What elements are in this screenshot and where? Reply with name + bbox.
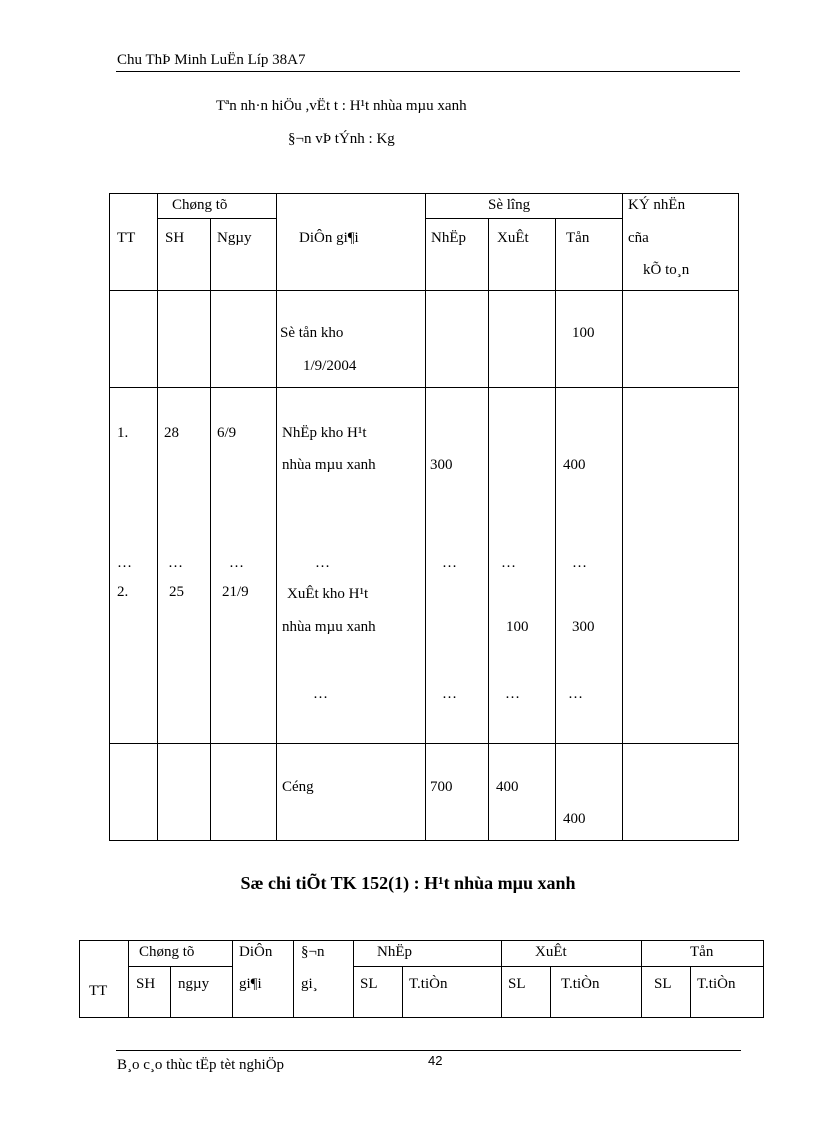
ellipsis: … [313,686,328,702]
page-number: 42 [428,1053,443,1068]
opening-desc-2: 1/9/2004 [303,358,357,374]
ledger-title: Sæ chi tiÕt TK 152(1) : H¹t nhùa mµu xanh [240,873,576,893]
row1-tt: 1. [117,425,129,441]
header-so-luong-cell [426,194,623,219]
t2-xuat-ttien: T.tiÒn [561,976,600,992]
header-tt-cell [110,194,158,291]
table-row-opening [110,291,739,388]
footer-rule [116,1050,741,1051]
t2-xuat-sl: SL [508,976,526,992]
ellipsis: … [117,555,132,571]
unit-line: §¬n vÞ tÝnh : Kg [288,131,395,147]
footer-text: B¸o c¸o thùc tËp tèt nghiÖp [117,1057,285,1073]
ellipsis: … [572,555,587,571]
stock-card-table [109,193,739,841]
t2-ngay: ngµy [178,976,210,992]
header-dien-giai: DiÔn gi¶i [299,230,359,246]
header-sh: SH [165,230,185,246]
t2-sh: SH [136,976,156,992]
row1-ngay: 6/9 [217,425,237,441]
ellipsis: … [505,686,520,702]
t2-dien-2: gi¶i [239,976,262,992]
ellipsis: … [229,555,244,571]
header-sh-cell [158,219,211,291]
ellipsis: … [568,686,583,702]
header-ky-nhan-2: cña [628,230,649,246]
row2-ngay: 21/9 [222,584,249,600]
header-tt: TT [117,230,136,246]
t2-dien-1: DiÔn [239,944,273,960]
header-xuat-cell [489,219,556,291]
t2-xuat: XuÊt [535,944,567,960]
header-ton: Tån [566,230,590,246]
t2-nhap: NhËp [377,944,412,960]
header-chung-to: Chøng tõ [172,197,228,213]
row2-tt: 2. [117,584,129,600]
header-dien-giai-cell [277,194,426,291]
material-name-line: Tªn nh·n hiÖu ,vËt t : H¹t nhùa mµu xanh [216,98,467,114]
table-row-total [110,744,739,841]
row1-desc-2: nhùa mµu xanh [282,457,376,473]
table-row-transactions [110,388,739,744]
header-so-luong: Sè lîng [488,197,531,213]
total-nhap: 700 [430,779,453,795]
opening-desc-1: Sè tån kho [280,325,344,341]
ledger-table [79,940,764,1018]
row1-nhap: 300 [430,457,453,473]
t2-don-2: gi¸ [301,976,318,992]
header-nhap-cell [426,219,489,291]
t2-chung-to: Chøng tõ [139,944,195,960]
total-ton: 400 [563,811,586,827]
header-ngay-cell [211,219,277,291]
header-xuat: XuÊt [497,230,529,246]
header-author-class: Chu ThÞ Minh LuËn Líp 38A7 [117,52,306,68]
row2-desc-2: nhùa mµu xanh [282,619,376,635]
t2-don-1: §¬n [301,944,325,960]
row2-ton: 300 [572,619,595,635]
total-desc: Céng [282,779,314,795]
row1-ton: 400 [563,457,586,473]
header-ky-nhan-cell [623,194,739,291]
row2-xuat: 100 [506,619,529,635]
t2-tt: TT [89,983,108,999]
row2-desc-1: XuÊt kho H¹t [287,586,369,602]
t2-ton-sl: SL [654,976,672,992]
opening-ton: 100 [572,325,595,341]
ellipsis: … [315,555,330,571]
row1-sh: 28 [164,425,179,441]
t2-nhap-sl: SL [360,976,378,992]
ellipsis: … [442,555,457,571]
total-xuat: 400 [496,779,519,795]
ellipsis: … [442,686,457,702]
row1-desc-1: NhËp kho H¹t [282,425,367,441]
t2-ton-ttien: T.tiÒn [697,976,736,992]
header-ton-cell [556,219,623,291]
ellipsis: … [168,555,183,571]
ellipsis: … [501,555,516,571]
t2-nhap-ttien: T.tiÒn [409,976,448,992]
header-nhap: NhËp [431,230,466,246]
header-ngay: Ngµy [217,230,252,246]
header-ky-nhan-1: KÝ nhËn [628,197,686,213]
header-chung-to-cell [158,194,277,219]
t2-ton: Tån [690,944,714,960]
header-rule [116,71,740,72]
header-ky-nhan-3: kÕ to¸n [643,262,690,278]
row2-sh: 25 [169,584,184,600]
